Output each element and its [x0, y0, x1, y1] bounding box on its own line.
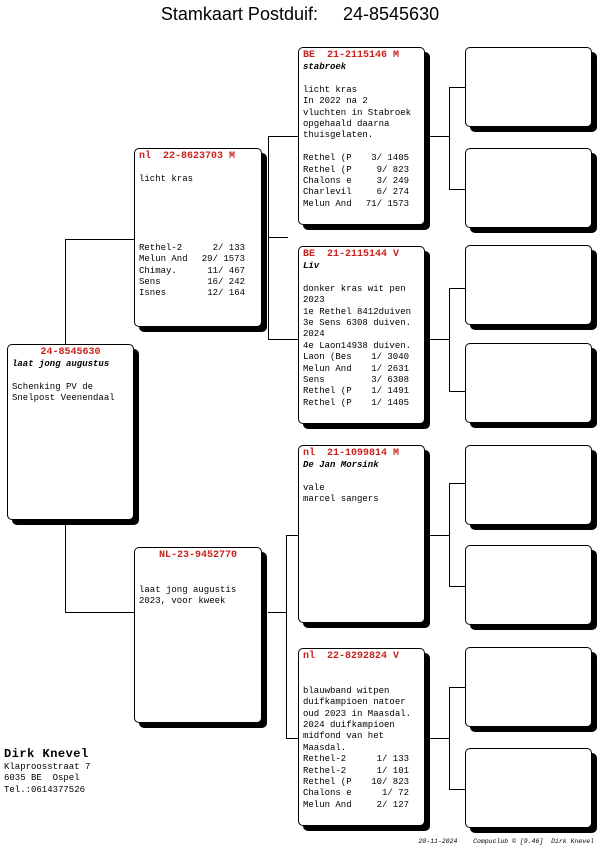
connector-line: [65, 527, 66, 612]
connector-line: [449, 687, 450, 789]
great-grandparent-card: [465, 545, 592, 625]
race-results: [139, 243, 257, 300]
father-card: [134, 148, 262, 327]
pigeon-notes: blauwband witpen duifkampioen natoer oud 2023 in Maasdal. 2024 duifkampioen midfond van het Maasdal.: [303, 685, 412, 753]
race-result-row: Rethel (P 1/ 1405: [303, 397, 409, 408]
connector-line: [268, 237, 288, 238]
connector-line: [286, 535, 298, 536]
footer-date: 20-11-2024: [418, 838, 458, 845]
owner-name: Dirk Knevel: [4, 747, 89, 761]
connector-line: [449, 288, 450, 391]
race-results: [303, 153, 420, 210]
connector-line: [430, 136, 449, 137]
owner-info: [4, 746, 90, 796]
paternal-grandmother-card: [298, 246, 425, 424]
maternal-grandmother-card: [298, 648, 425, 826]
great-grandparent-card: [465, 245, 592, 325]
great-grandparent-card: [465, 748, 592, 828]
pigeon-name: Liv: [303, 261, 320, 271]
race-result-row: Rethel (P 1/ 1491: [303, 386, 409, 397]
pigeon-notes: Schenking PV de Snelpost Veenendaal: [12, 381, 115, 404]
ring-number: NL-23-9452770: [158, 550, 237, 561]
race-result-row: Chimay. 11/ 467: [139, 265, 245, 276]
ring-number: BE 21-2115146 M: [303, 50, 400, 61]
race-result-row: Melun And 2/ 127: [303, 799, 409, 810]
ring-number: BE 21-2115144 V: [303, 249, 400, 260]
pigeon-notes: donker kras wit pen 2023 1e Rethel 8412duiven 3e Sens 6308 duiven. 2024 4e Laon14938 duiven.: [303, 283, 412, 351]
connector-line: [286, 738, 298, 739]
connector-line: [449, 687, 465, 688]
great-grandparent-card: [465, 148, 592, 228]
race-result-row: Laon (Bes 1/ 3040: [303, 352, 409, 363]
ring-number: nl 21-1099814 M: [303, 448, 400, 459]
paternal-grandfather-card: [298, 47, 425, 225]
great-grandparent-card: [465, 47, 592, 127]
race-results: [303, 352, 420, 409]
race-result-row: Rethel-2 1/ 101: [303, 765, 409, 776]
connector-line: [268, 612, 286, 613]
race-result-row: Melun And 71/ 1573: [303, 198, 409, 209]
race-result-row: Rethel (P 9/ 823: [303, 164, 409, 175]
race-result-row: Sens 16/ 242: [139, 276, 245, 287]
pigeon-notes: licht kras In 2022 na 2 vluchten in Stabroek opgehaald daarna thuisgelaten.: [303, 84, 412, 141]
main-pigeon-card: [7, 344, 134, 520]
mother-card: [134, 547, 262, 723]
race-result-row: Charlevil 6/ 274: [303, 187, 409, 198]
maternal-grandfather-card: [298, 445, 425, 623]
connector-line: [449, 483, 465, 484]
connector-line: [449, 789, 465, 790]
great-grandparent-card: [465, 343, 592, 423]
ring-number: nl 22-8623703 M: [139, 151, 236, 162]
connector-line: [268, 136, 298, 137]
connector-line: [65, 239, 135, 240]
page-title: [0, 4, 600, 25]
connector-line: [430, 738, 449, 739]
great-grandparent-card: [465, 445, 592, 525]
race-result-row: Rethel-2 2/ 133: [139, 242, 245, 253]
ring-number: 24-8545630: [40, 347, 101, 358]
pigeon-notes: laat jong augustis 2023, voor kweek: [139, 584, 237, 607]
ring-number: nl 22-8292824 V: [303, 651, 400, 662]
owner-city: 6035 BE Ospel: [4, 773, 80, 784]
title-ring-number: 24-8545630: [343, 4, 440, 24]
race-result-row: Sens 3/ 6308: [303, 375, 409, 386]
great-grandparent-card: [465, 647, 592, 727]
footer: [418, 838, 594, 845]
owner-street: Klaproosstraat 7: [4, 762, 91, 772]
connector-line: [449, 391, 465, 392]
race-result-row: Melun And 1/ 2631: [303, 363, 409, 374]
race-result-row: Rethel (P 10/ 823: [303, 777, 409, 788]
connector-line: [449, 189, 465, 190]
connector-line: [449, 288, 465, 289]
connector-line: [449, 87, 450, 189]
pigeon-name: stabroek: [303, 62, 347, 72]
race-result-row: Rethel (P 3/ 1405: [303, 153, 409, 164]
pigeon-name: laat jong augustus: [12, 359, 110, 369]
connector-line: [268, 339, 298, 340]
connector-line: [449, 483, 450, 586]
connector-line: [430, 535, 449, 536]
owner-phone: Tel.:0614377526: [4, 784, 86, 795]
pigeon-notes: licht kras: [139, 174, 194, 185]
race-results: [303, 754, 420, 811]
pigeon-name: De Jan Morsink: [303, 460, 379, 470]
connector-line: [449, 586, 465, 587]
race-result-row: Isnes 12/ 164: [139, 288, 245, 299]
race-result-row: Melun And 29/ 1573: [139, 254, 245, 265]
connector-line: [286, 535, 287, 738]
connector-line: [449, 87, 465, 88]
pigeon-notes: vale marcel sangers: [303, 482, 379, 505]
connector-line: [430, 339, 449, 340]
footer-credit: Compuclub © [9.46] Dirk Knevel: [473, 838, 594, 845]
race-result-row: Chalons e 1/ 72: [303, 788, 409, 799]
connector-line: [65, 612, 135, 613]
race-result-row: Rethel-2 1/ 133: [303, 754, 409, 765]
race-result-row: Chalons e 3/ 249: [303, 176, 409, 187]
title-label: Stamkaart Postduif:: [160, 4, 318, 24]
